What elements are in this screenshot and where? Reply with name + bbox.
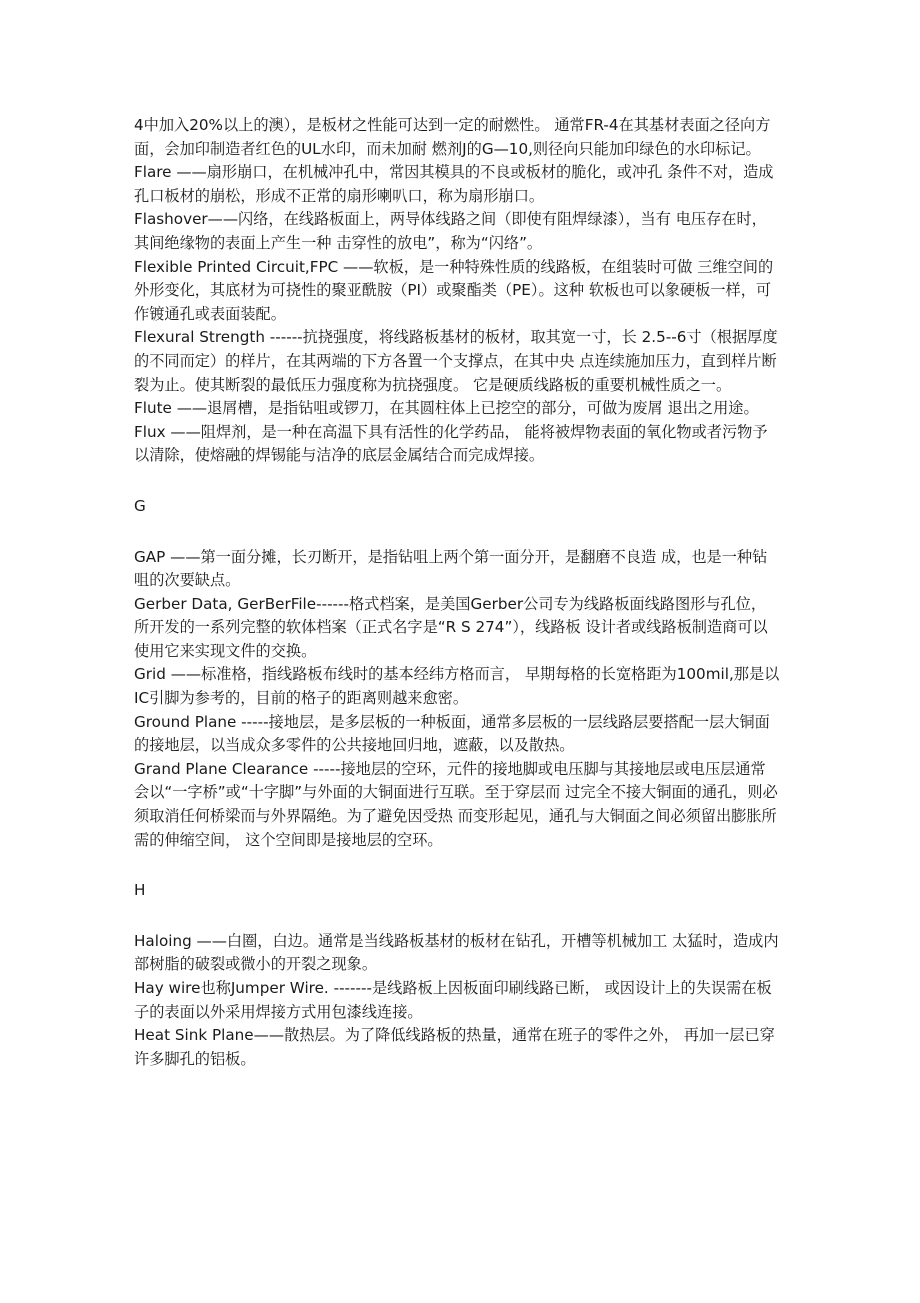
entry-term: GAP: [134, 547, 166, 566]
entry-flute: [134, 397, 780, 421]
entry-definition: ——闪络，在线路板面上，两导体线路之间（即使有阻焊绿漆），当有 电压存在时，其间绝缘物的表面上产生一种 击穿性的放电”，称为“闪络”。: [134, 210, 767, 252]
entry-term: Flux: [134, 422, 166, 441]
document-page: [134, 114, 780, 1071]
section-letter-h: H: [134, 881, 146, 900]
entry-definition: ——软板，是一种特殊性质的线路板，在组装时可做 三维空间的外形变化，其底材为可挠性的聚亚酰胺（PI）或聚酯类（PE）。这种 软板也可以象硬板一样，可作镀通孔或表面装配。: [134, 257, 774, 323]
entry-term: Gerber Data, GerBerFile: [134, 594, 317, 613]
entry-gap: [134, 546, 780, 593]
entry-definition: ------抗挠强度，将线路板基材的板材，取其宽一寸，长 2.5--6寸（根据厚度的不同而定）的样片，在其两端的下方各置一个支撑点，在其中央 点连续施加压力，直到样片断裂为止。使其断裂的最低压力强度称为抗挠强度。 它是硬质线路板的重要机械性质之一。: [134, 328, 778, 394]
entry-flexural-strength: [134, 326, 780, 397]
entry-definition: ——退屑槽，是指钻咀或锣刀，在其圆柱体上已挖空的部分，可做为废屑 退出之用途。: [171, 399, 759, 418]
entry-term: Heat Sink Plane: [134, 1026, 254, 1045]
entry-gerber-data: [134, 593, 780, 664]
entry-definition: ——阻焊剂，是一种在高温下具有活性的化学药品， 能将被焊物表面的氧化物或者污物予以清除，使熔融的焊锡能与洁净的底层金属结合而完成焊接。: [134, 422, 768, 465]
entry-term: Flexible Printed Circuit,FPC: [134, 257, 339, 276]
entry-heat-sink-plane: [134, 1024, 780, 1071]
entry-term: Grid: [134, 665, 166, 684]
entry-term: Flare: [134, 163, 172, 182]
spacer: [134, 903, 780, 930]
entry-flare: [134, 161, 780, 208]
entry-definition: -------是线路板上因板面印刷线路已断， 或因设计上的失误需在板子的表面以外采用焊接方式用包漆线连接。: [134, 979, 772, 1021]
entry-definition: ——白圈，白边。通常是当线路板基材的板材在钻孔，开槽等机械加工 太猛时，造成内部树脂的破裂或微小的开裂之现象。: [134, 931, 779, 974]
entry-grid: [134, 663, 780, 710]
entry-term: Ground Plane: [134, 712, 237, 731]
entry-definition: -----接地层，是多层板的一种板面，通常多层板的一层线路层要搭配一层大铜面的接地层，以当成众多零件的公共接地回归地，遮蔽，以及散热。: [134, 712, 770, 755]
entry-term: Grand Plane Clearance: [134, 759, 309, 778]
entry-definition: ——扇形崩口，在机械冲孔中，常因其模具的不良或板材的脆化，或冲孔 条件不对，造成孔口板材的崩松，形成不正常的扇形喇叭口，称为扇形崩口。: [134, 163, 774, 205]
entry-definition: ——第一面分摊，长刃断开，是指钻咀上两个第一面分开，是翻磨不良造 成，也是一种钻咀的次要缺点。: [134, 547, 768, 590]
entry-ground-plane: [134, 711, 780, 758]
entry-fpc: [134, 256, 780, 327]
entry-definition: -----接地层的空环，元件的接地脚或电压脚与其接地层或电压层通常会以“一字桥”或“十字脚”与外面的大铜面进行互联。至于穿层而 过完全不接大铜面的通孔，则必须取消任何桥梁而与外界隔绝。为了避免因受热 而变形起见，通孔与大铜面之间必须留出膨胀所需的伸缩空间， 这个空间即是接地层的空环。: [134, 759, 778, 849]
entry-term: Flashover: [134, 210, 208, 229]
entry-term: Hay wire也称Jumper Wire.: [134, 979, 329, 997]
entry-definition: ------格式档案，是美国Gerber公司专为线路板面线路图形与孔位，所开发的一系列完整的软体档案（正式名字是“R S 274”），线路板 设计者或线路板制造商可以使用它来实现文件的交换。: [134, 594, 768, 660]
entry-hay-wire: [134, 977, 780, 1024]
entry-haloing: [134, 930, 780, 977]
entry-term: Flute: [134, 399, 172, 418]
entry-flux: [134, 421, 780, 468]
entry-term: Haloing: [134, 931, 192, 950]
spacer: [134, 468, 780, 495]
entry-term: Flexural Strength: [134, 328, 265, 347]
entry-grand-plane-clearance: [134, 758, 780, 852]
spacer: [134, 519, 780, 546]
entry-definition: ——标准格，指线路板布线时的基本经纬方格而言， 早期每格的长宽格距为100mil,那是以IC引脚为参考的，目前的格子的距离则越来愈密。: [134, 665, 780, 708]
paragraph-text: 4中加入20%以上的澳），是板材之性能可达到一定的耐燃性。 通常FR-4在其基材表面之径向方面，会加印制造者红色的UL水印，而未加耐 燃剂J的G—10,则径向只能加印绿色的水印标记。: [134, 116, 771, 158]
paragraph-fr4-continued: [134, 114, 780, 161]
entry-flashover: [134, 208, 780, 255]
spacer: [134, 852, 780, 879]
section-letter-g: G: [134, 496, 146, 515]
entry-definition: ——散热层。为了降低线路板的热量，通常在班子的零件之外， 再加一层已穿许多脚孔的铝板。: [134, 1026, 775, 1068]
